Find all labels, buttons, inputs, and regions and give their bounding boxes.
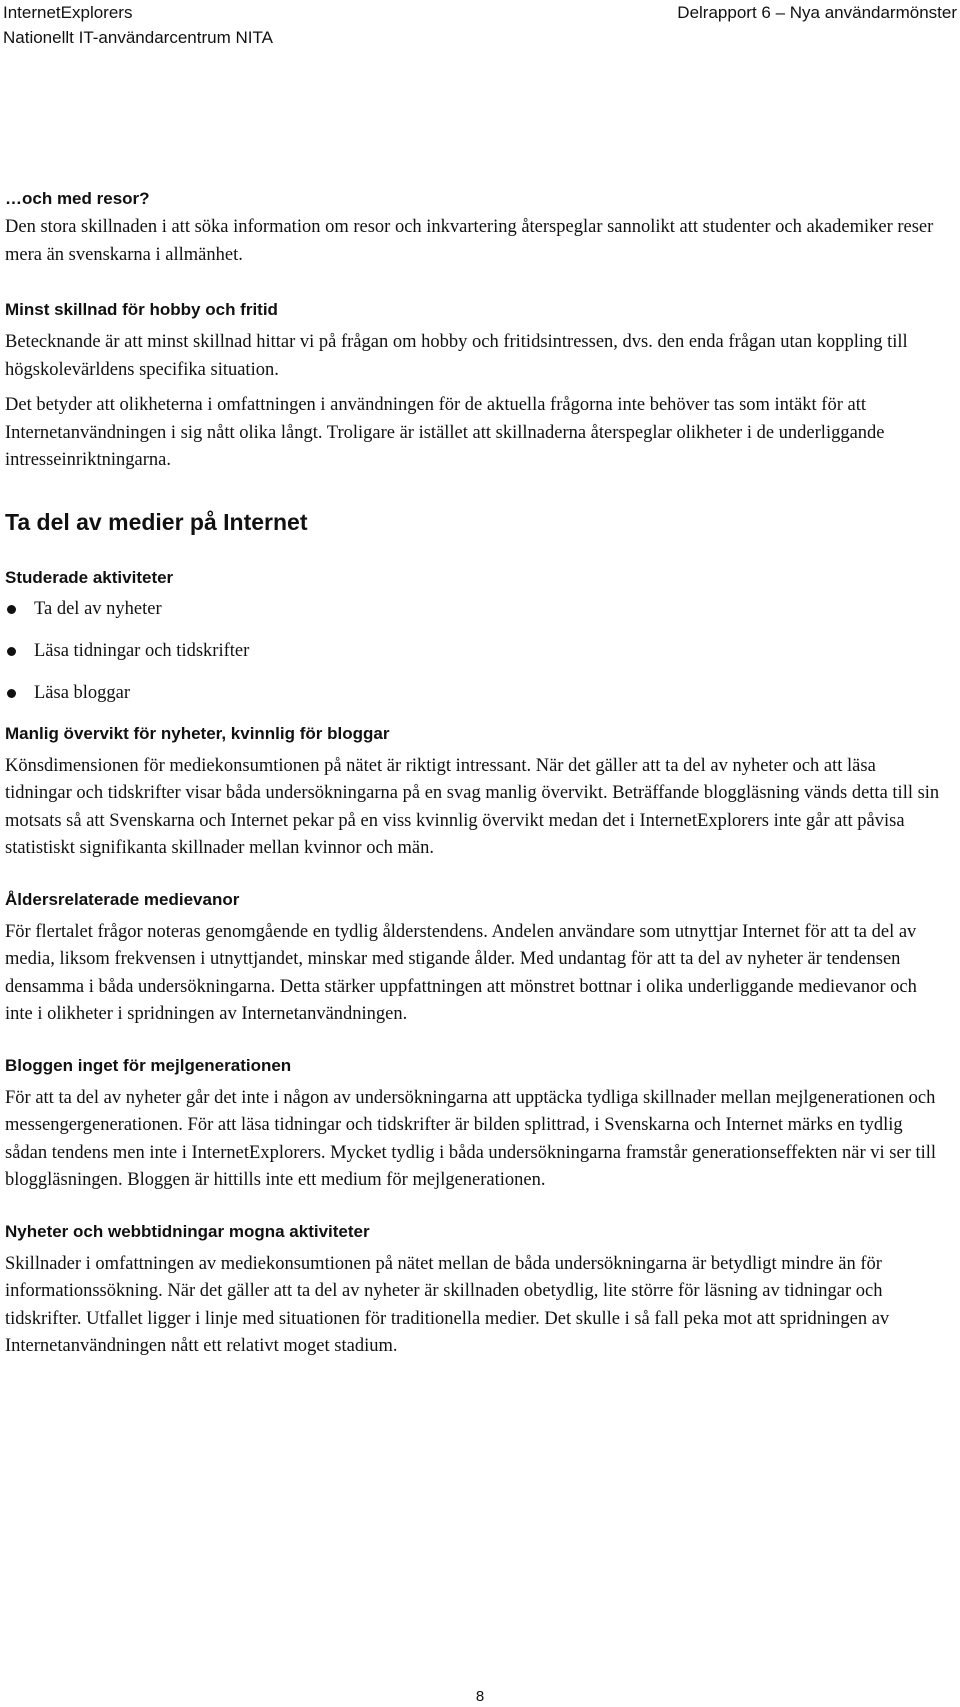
list-item (5, 638, 940, 680)
list-item (5, 680, 940, 722)
list-item (5, 596, 940, 638)
header-right (677, 0, 957, 25)
paragraph-nyheter: Skillnader i omfattningen av mediekonsumtionen på nätet mellan de båda undersökningarna är betydligt mindre än för informationssökning. När det gäller att ta del av nyheter är skillnaden obetydlig, lite större för läsning av tidningar och tidskrifter. Utfallet ligger i linje med situationen för traditionella medier. Det skulle i så fall peka mot att spridningen av Internetanvändningen nått ett relativt moget stadium. (5, 1253, 890, 1356)
activity-list (5, 596, 940, 722)
paragraph-kon: Könsdimensionen för mediekonsumtionen på nätet är riktigt intressant. När det gäller att ta del av nyheter och att läsa tidningar och tidskrifter visar båda undersökningarna på en svag manlig övervikt. Beträffande bloggläsning vänds detta till sin motsats så att Svenskarna och Internet pekar på en viss kvinnlig övervikt medan det i InternetExplorers inte går att påvisa statistiskt signifikanta skillnader mellan kvinnor och män. (5, 755, 940, 858)
bullet-icon (7, 647, 16, 656)
heading-kon: Manlig övervikt för nyheter, kvinnlig för bloggar (5, 723, 390, 743)
bullet-icon (7, 689, 16, 698)
paragraph-resor: Den stora skillnaden i att söka information om resor och inkvartering återspeglar sannolikt att studenter och akademiker reser mera än svenskarna i allmänhet. (5, 217, 934, 265)
header-report-part: Delrapport 6 – Nya användarmönster (677, 3, 957, 22)
list-item-label: Ta del av nyheter (34, 598, 162, 619)
heading-studerade-aktiviteter: Studerade aktiviteter (5, 567, 174, 587)
list-item-label: Läsa bloggar (34, 682, 131, 703)
header-organization: Nationellt IT-användarcentrum NITA (3, 28, 273, 47)
heading-resor: …och med resor? (5, 189, 150, 208)
header-report-name: InternetExplorers (3, 3, 133, 22)
page-number: 8 (475, 1688, 485, 1705)
paragraph-alder: För flertalet frågor noteras genomgående en tydlig ålderstendens. Andelen användare som utnyttjar Internet för att ta del av media, liksom frekvensen i utnyttjandet, minskar med stigande ålder. Med undantag för att ta del av nyheter är tendensen densamma i båda undersökningarna. Detta stärker uppfattningen att mönstret bottnar i olika underliggande medievanor och inte i olikheter i spridningen av Internetanvändningen. (5, 921, 917, 1024)
heading-hobby: Minst skillnad för hobby och fritid (5, 300, 278, 319)
paragraph-hobby-1: Betecknande är att minst skillnad hittar vi på frågan om hobby och fritidsintressen, dvs. den enda frågan utan koppling till högskolevärldens specifika situation. (5, 332, 908, 380)
heading-medier: Ta del av medier på Internet (5, 508, 308, 535)
paragraph-hobby-2: Det betyder att olikheterna i omfattningen i användningen för de aktuella frågorna inte behöver tas som intäkt för att Internetanvändningen i sig nått olika långt. Troligare är istället att skillnaderna återspeglar olikheter i de underliggande intresseinriktningarna. (5, 395, 885, 470)
heading-blogg: Bloggen inget för mejlgenerationen (5, 1055, 292, 1075)
paragraph-blogg: För att ta del av nyheter går det inte i någon av undersökningarna att upptäcka tydliga skillnader mellan mejlgenerationen och messengergenerationen. För att läsa tidningar och tidskrifter är bilden splittrad, i Svenskarna och Internet märks en tydlig sådan tendens men inte i InternetExplorers. Mycket tydlig i båda undersökningarna framstår generationseffekten när vi ser till bloggläsningen. Bloggen är hittills inte ett medium för mejlgenerationen. (5, 1087, 937, 1190)
main-content (5, 188, 940, 1361)
bullet-icon (7, 605, 16, 614)
heading-alder: Åldersrelaterade medievanor (5, 889, 240, 909)
list-item-label: Läsa tidningar och tidskrifter (34, 640, 250, 661)
header-left (3, 0, 503, 50)
heading-nyheter: Nyheter och webbtidningar mogna aktiviteter (5, 1221, 370, 1241)
